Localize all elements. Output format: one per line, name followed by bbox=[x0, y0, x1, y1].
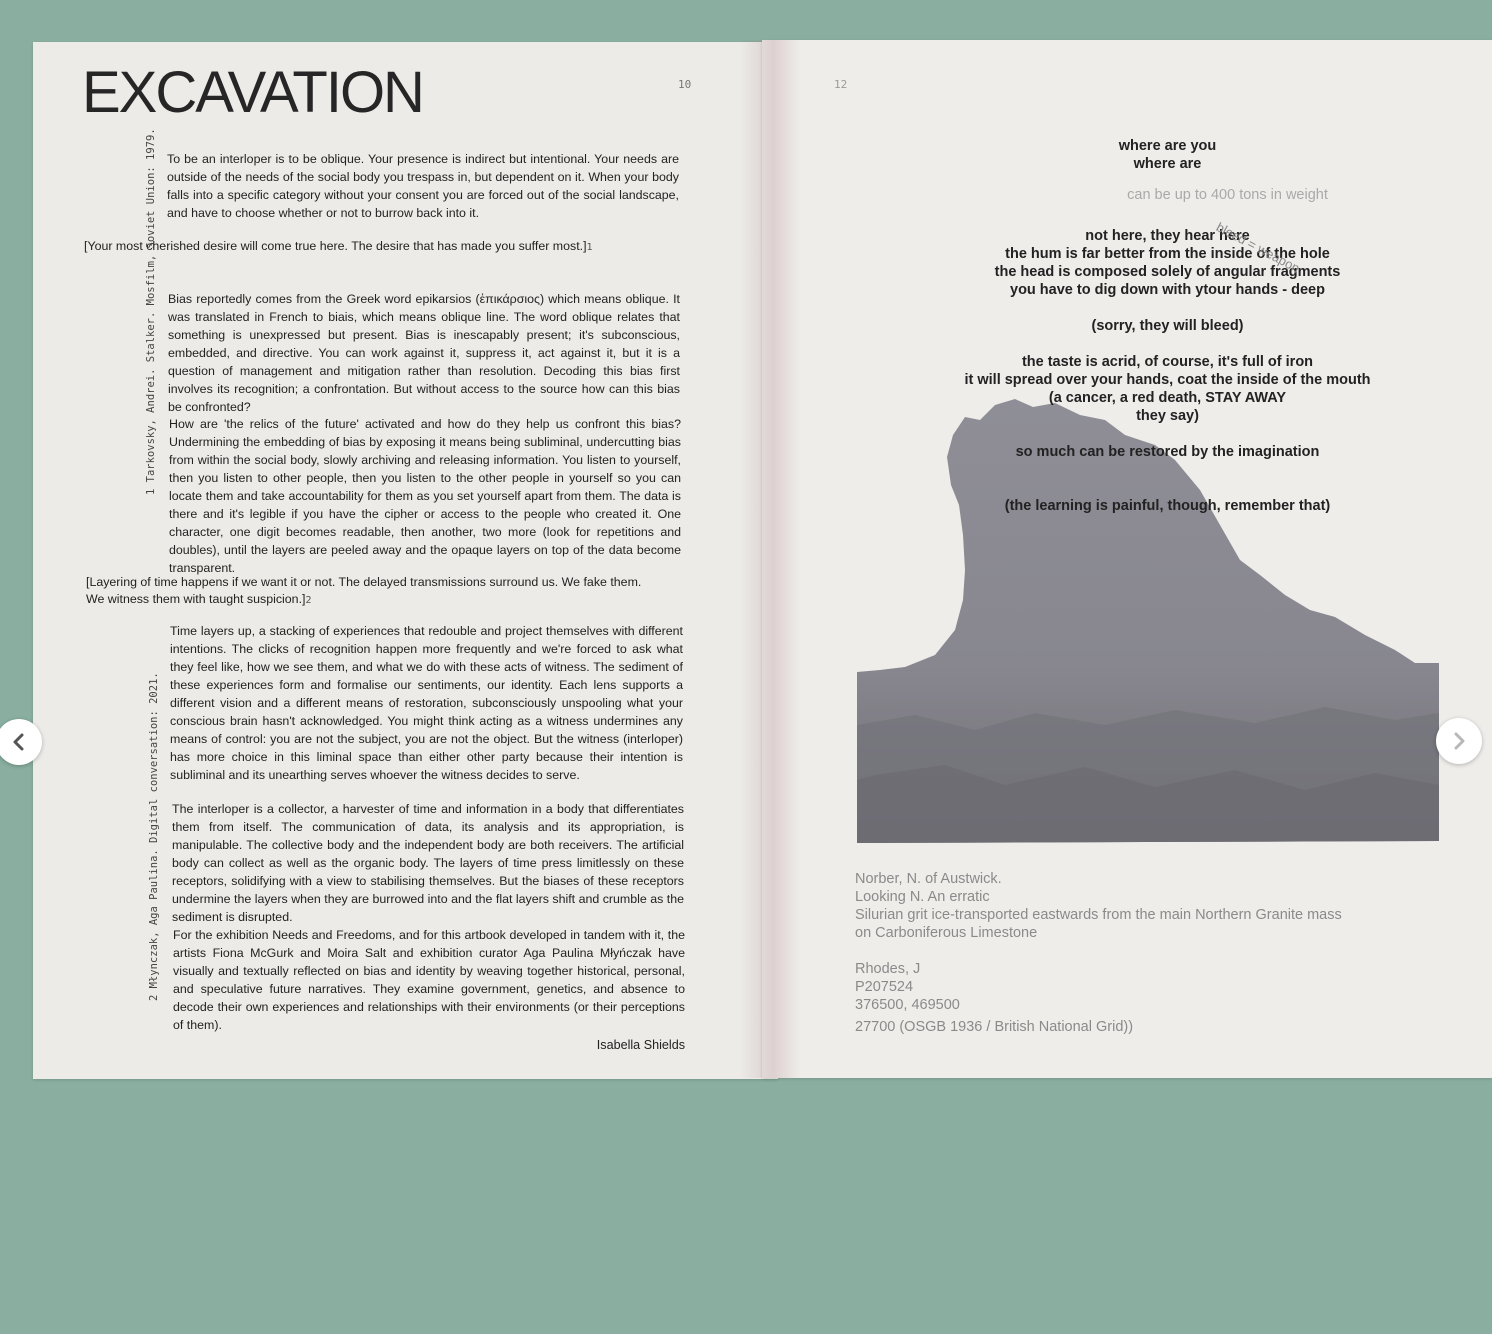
caption-line: Looking N. An erratic bbox=[855, 889, 990, 905]
poem-line: you have to dig down with ytour hands - deep bbox=[1010, 282, 1325, 298]
exhibition-paragraph: For the exhibition Needs and Freedoms, and for this artbook developed in tandem with it, the artists Fiona McGurk and Moira Salt and exhibition curator Aga Paulina Młyńczak have visually and textually reflected on bias and identity by weaving together historical, personal, and speculative future narratives. They examine government, genetics, and absence to decode their own experiences and relationships with their environments (or their perceptions of them). bbox=[173, 928, 685, 1032]
page-title: EXCAVATION bbox=[82, 60, 423, 125]
poem-line: (a cancer, a red death, STAY AWAY bbox=[1048, 390, 1287, 406]
quote-2-line-2: We witness them with taught suspicion.] bbox=[86, 592, 306, 606]
caption-line: Rhodes, J bbox=[855, 961, 921, 977]
quote-1-text: [Your most cherished desire will come true here. The desire that has made you suffer most.] bbox=[84, 239, 587, 253]
quote-2-line-1: [Layering of time happens if we want it or not. The delayed transmissions surround us. We fake them. bbox=[86, 575, 642, 589]
caption-line: 27700 (OSGB 1936 / British National Grid)) bbox=[855, 1019, 1134, 1035]
page-number-left: 10 bbox=[678, 78, 692, 91]
poem-line: they say) bbox=[1136, 408, 1199, 424]
poem-line: the head is composed solely of angular fragments bbox=[994, 264, 1341, 280]
footnote-2: 2 Młynczak, Aga Paulina. Digital conversation: 2021. bbox=[148, 672, 160, 1001]
author-name: Isabella Shields bbox=[596, 1038, 685, 1052]
poem-line: not here, they hear here bbox=[1085, 228, 1250, 244]
poem-line: where are you bbox=[1118, 138, 1217, 154]
poem bbox=[940, 137, 1395, 537]
collector-paragraph: The interloper is a collector, a harvester of time and information in a body that differentiates them from itself. The communication of data, its analysis and its appropriation, is manipulable. The collective body and the independent body are both receivers. The artificial body can collect as well as the organic body. The layers of time press limitlessly on these receptors, solidifying with a view to stabilising themselves. But the biases of these receptors undermine the layers when they are burrowed into and the flat layers shift and crumble as the sediment is disrupted. bbox=[172, 802, 684, 924]
intro-paragraph: To be an interloper is to be oblique. Your presence is indirect but intentional. Your needs are outside of the needs of the social body you trespass in, but dependent on it. When your body falls into a specific category without your consent you are forced out of the social landscape, and have to choose whether or not to burrow back into it. bbox=[167, 152, 679, 220]
quote-1 bbox=[84, 238, 684, 256]
footnote-1: 1 Tarkovsky, Andrei. Stalker. Mosfilm, Soviet Union: 1979. bbox=[145, 128, 157, 495]
caption-line: 376500, 469500 bbox=[855, 997, 960, 1013]
photo-caption bbox=[855, 870, 1415, 1036]
next-image-button[interactable] bbox=[1436, 718, 1482, 764]
caption-line: on Carboniferous Limestone bbox=[855, 925, 1038, 941]
poem-line: the taste is acrid, of course, it's full of iron bbox=[1021, 354, 1314, 370]
page-number-right: 12 bbox=[834, 78, 848, 91]
handwritten-annotation: bleed = weapon bbox=[1213, 219, 1303, 276]
poem-line: the hum is far better from the inside of the hole bbox=[1005, 246, 1330, 262]
poem-line: (the learning is painful, though, remember that) bbox=[1004, 498, 1331, 514]
time-paragraph: Time layers up, a stacking of experiences that redouble and project themselves with different intentions. The clicks of recognition happen more frequently and we're forced to ask what they feel like, how we see them, and what we do with these acts of witness. The sediment of these experiences form and formalise our sentiments, our identity. Each lens supports a different vision and a different means of restoration, subconsciously unspooling what your conscious brain hasn't acknowledged. You might think acting as a witness undermines any means of control: you are not the subject, you are not the object. But the witness (interloper) has more choice in this liminal space than either other party because their intention is subliminal and its unearthing serves whoever the witness decides to serve. bbox=[170, 624, 683, 782]
quote-2 bbox=[86, 574, 686, 609]
quote-2-marker: 2 bbox=[305, 595, 312, 606]
poem-line: can be up to 400 tons in weight bbox=[1127, 187, 1328, 203]
book-gutter bbox=[740, 40, 800, 1078]
chevron-left-icon bbox=[9, 732, 29, 752]
poem-line: so much can be restored by the imagination bbox=[1015, 444, 1320, 460]
caption-line: P207524 bbox=[855, 979, 914, 995]
poem-line: (sorry, they will bleed) bbox=[1091, 318, 1244, 334]
poem-line: it will spread over your hands, coat the inside of the mouth bbox=[964, 372, 1371, 388]
caption-line: Norber, N. of Austwick. bbox=[855, 871, 1002, 887]
bias-paragraph: Bias reportedly comes from the Greek word epikarsios (ἐπικάρσιος) which means oblique. It was translated in French to biais, which means oblique line. The word oblique relates that something is unexpressed but present. Bias is inescapably present; it's subconscious, embedded, and directive. You can work against it, suppress it, act against it, but it is a question of management and mitigation rather than resolution. Decoding this bias first involves its recognition; a confrontation. But without access to the source how can this bias be confronted? bbox=[168, 292, 680, 414]
caption-line: Silurian grit ice-transported eastwards from the main Northern Granite mass bbox=[855, 907, 1342, 923]
poem-line: where are bbox=[1133, 156, 1202, 172]
quote-1-marker: 1 bbox=[586, 242, 593, 253]
relics-paragraph: How are 'the relics of the future' activated and how do they help us confront this bias? Undermining the embedding of bias by exposing it means being subliminal, undercutting bias from within the social body, slowly archiving and releasing information. You listen to yourself, then you listen to other people, then you listen to the other people in yourself so you can locate them and take accountability for them as you set yourself apart from them. The data is there and it's legible if you have the cipher or access to the people who created it. One character, one digit becomes readable, then another, two more (look for repetitions and doubles), until the layers are peeled away and the opaque layers on top of the data become transparent. bbox=[169, 417, 681, 575]
chevron-right-icon bbox=[1449, 731, 1469, 751]
